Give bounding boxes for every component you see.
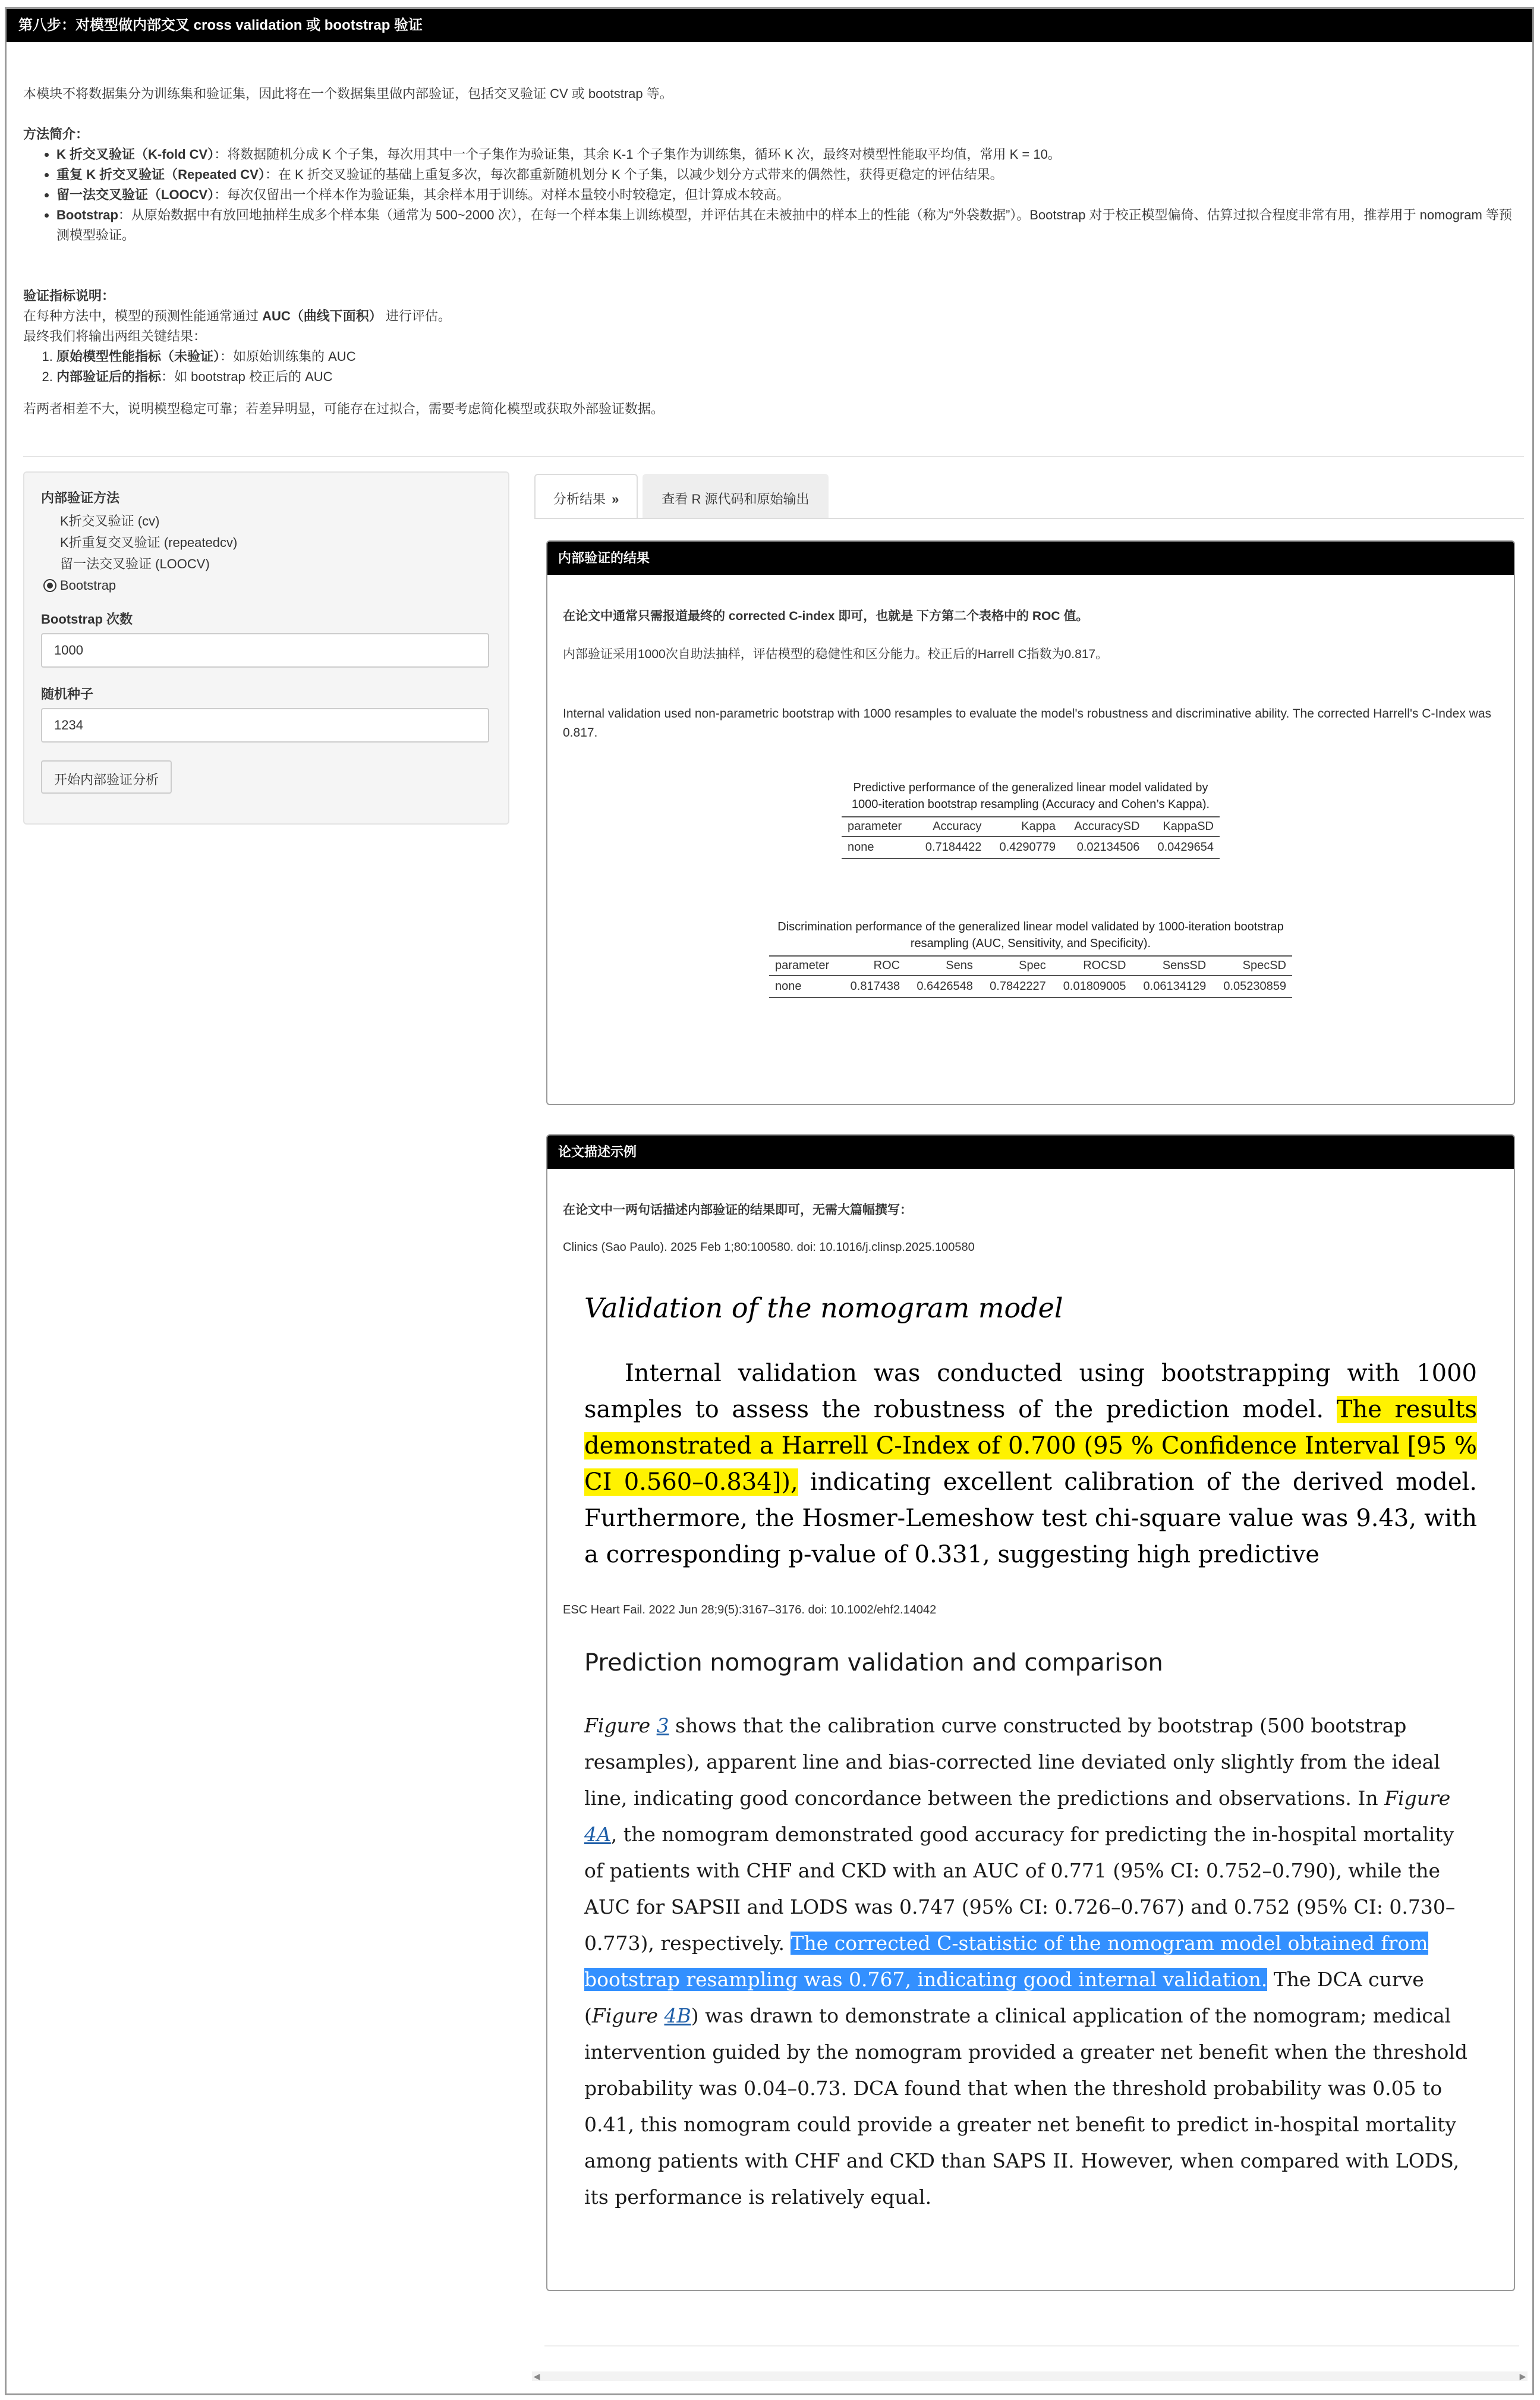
paper-reference-1: Clinics (Sao Paulo). 2025 Feb 1;80:100580. doi: 10.1016/j.clinsp.2025.100580 <box>563 1241 975 1254</box>
figure-ref: Figure <box>1384 1786 1451 1810</box>
results-panel-title: 内部验证的结果 <box>547 542 1514 575</box>
table-cell: 0.05230859 <box>1212 976 1292 998</box>
table-cell: 0.4290779 <box>987 836 1062 858</box>
article-2-paragraph <box>584 1707 1477 2215</box>
column-header: ROCSD <box>1052 956 1132 976</box>
column-header: SpecSD <box>1212 956 1292 976</box>
methods-list <box>23 144 1521 246</box>
page-title: 第八步：对模型做内部交叉 cross validation 或 bootstrap 验证 <box>7 9 1532 42</box>
tab-bar <box>534 474 833 519</box>
list-item <box>56 205 1521 246</box>
column-header: Kappa <box>987 817 1062 836</box>
table-cell: 0.817438 <box>840 976 906 998</box>
article-text: ) was drawn to demonstrate a clinical application of the nomogram; medical intervention guided by the nomogram provided a greater net benefit when the threshold probability was 0.04–0.73. DCA found that when the threshold probability was 0.05 to 0.41, this nomogram could provide a greater net benefit to predict in-hospital mortality among patients with CHF and CKD than SAPS II. However, when compared with LODS, its performance is relatively equal. <box>584 2004 1467 2209</box>
table-cell: 0.6426548 <box>906 976 979 998</box>
column-header: parameter <box>842 817 914 836</box>
radio-icon[interactable] <box>43 515 56 528</box>
radio-option-bootstrap[interactable] <box>41 575 492 596</box>
double-chevron-right-icon: » <box>612 492 619 507</box>
radio-selected-icon[interactable] <box>43 579 56 592</box>
section-divider <box>23 456 1524 457</box>
table-cell: 0.06134129 <box>1132 976 1212 998</box>
accuracy-table <box>842 779 1220 859</box>
article-excerpt-1 <box>563 1257 1498 1573</box>
radio-label: Bootstrap <box>60 578 116 593</box>
list-item <box>56 347 1521 367</box>
result-name: 内部验证后的指标 <box>56 369 162 384</box>
bootstrap-count-input[interactable]: 1000 <box>41 633 489 668</box>
tab-results[interactable] <box>534 474 638 519</box>
discrimination-table-caption: Discrimination performance of the generalized linear model validated by 1000-iteration bootstrap resampling (AUC, Sensitivity, and Specificity). <box>777 920 1284 950</box>
method-text: ：在 K 折交叉验证的基础上重复多次，每次都重新随机划分 K 个子集，以减少划分方式带来的偶然性，获得更稳定的评估结果。 <box>264 167 1003 182</box>
column-header: Accuracy <box>914 817 988 836</box>
paper-panel-title: 论文描述示例 <box>547 1135 1514 1169</box>
article-1-title: Validation of the nomogram model <box>584 1292 1063 1324</box>
radio-label: 留一法交叉验证 (LOOCV) <box>60 556 210 571</box>
methods-title: 方法简介： <box>23 127 89 141</box>
table-cell: 0.0429654 <box>1145 836 1220 858</box>
figure-link[interactable]: 4A <box>584 1823 611 1846</box>
scroll-right-icon[interactable]: ▶ <box>1519 2371 1526 2381</box>
metrics-line-2: 最终我们将输出两组关键结果： <box>23 329 207 344</box>
list-item <box>56 185 1521 205</box>
column-header: parameter <box>769 956 840 976</box>
column-header: AccuracySD <box>1062 817 1145 836</box>
metrics-title: 验证指标说明： <box>23 288 115 303</box>
radio-option-cv[interactable] <box>41 511 492 532</box>
radio-option-loocv[interactable] <box>41 553 492 575</box>
paper-reference-2: ESC Heart Fail. 2022 Jun 28;9(5):3167–3176. doi: 10.1002/ehf2.14042 <box>563 1603 937 1616</box>
table-row <box>769 976 1292 998</box>
article-1-paragraph <box>584 1355 1477 1573</box>
table-cell: 0.7842227 <box>979 976 1052 998</box>
panel-bottom-divider <box>544 2345 1519 2346</box>
scroll-left-icon[interactable]: ◀ <box>533 2371 540 2381</box>
result-text: ：如 bootstrap 校正后的 AUC <box>161 369 333 384</box>
tab-label: 查看 R 源代码和原始输出 <box>662 492 810 507</box>
method-name: Bootstrap <box>56 207 118 222</box>
tab-divider <box>534 518 1524 519</box>
tab-r-source[interactable] <box>643 474 828 519</box>
selected-text: The corrected C-statistic of the nomogram model obtained from bootstrap resampling was 0.767, indicating good internal validation. <box>584 1932 1428 1991</box>
radio-icon[interactable] <box>43 536 56 549</box>
table-header-row <box>769 956 1292 976</box>
table-cell: 0.7184422 <box>914 836 988 858</box>
result-name: 原始模型性能指标（未验证） <box>56 349 221 364</box>
article-2-title: Prediction nomogram validation and comparison <box>584 1649 1163 1676</box>
seed-input[interactable]: 1234 <box>41 708 489 743</box>
method-text: ：每次仅留出一个样本作为验证集，其余样本用于训练。对样本量较小时较稳定，但计算成本较高。 <box>214 187 790 202</box>
list-item <box>56 367 1521 387</box>
article-excerpt-2 <box>563 1619 1498 2215</box>
method-name: K 折交叉验证（K-fold CV） <box>56 147 215 162</box>
metrics-text: 进行评估。 <box>382 309 451 323</box>
method-name: 重复 K 折交叉验证（Repeated CV） <box>56 167 265 182</box>
radio-icon[interactable] <box>43 558 56 571</box>
method-text: ：从原始数据中有放回地抽样生成多个样本集（通常为 500~2000 次），在每一个样本集上训练模型，并评估其在未被抽中的样本上的性能（称为“外袋数据”）。Bootstrap 对于校正模型偏倚、估算过拟合程度非常有用，推荐用于 nomogram 等预测模型验证。 <box>56 207 1512 243</box>
method-text: ：将数据随机分成 K 个子集，每次用其中一个子集作为验证集，其余 K-1 个子集作为训练集，循环 K 次，最终对模型性能取平均值，常用 K = 10。 <box>214 147 1061 162</box>
intro-description: 本模块不将数据集分为训练集和验证集，因此将在一个数据集里做内部验证，包括交叉验证 CV 或 bootstrap 等。 <box>23 86 673 101</box>
metrics-text: 在每种方法中，模型的预测性能通常通过 <box>23 309 263 323</box>
radio-label: K折重复交叉验证 (repeatedcv) <box>60 535 238 550</box>
results-summary-cn: 内部验证采用1000次自助法抽样，评估模型的稳健性和区分能力。校正后的Harrell C指数为0.817。 <box>563 647 1108 661</box>
column-header: ROC <box>840 956 906 976</box>
article-text: , the nomogram demonstrated good accuracy for predicting the in-hospital mortality of patients with CHF and CKD with an AUC of 0.771 (95% CI: 0.752–0.790), while the AUC for SAPSII and LODS was 0.747 (95% CI: 0.726–0.767) and 0.752 (95% CI: 0.730–0.773), respectively. <box>584 1823 1456 1955</box>
horizontal-scrollbar[interactable] <box>532 2371 1528 2381</box>
radio-label: K折交叉验证 (cv) <box>60 514 160 529</box>
table-cell: none <box>769 976 840 998</box>
table-cell: 0.02134506 <box>1062 836 1145 858</box>
article-text: The DCA curve ( <box>584 1968 1424 2027</box>
column-header: Spec <box>979 956 1052 976</box>
metrics-auc: AUC（曲线下面积） <box>262 309 382 323</box>
article-text: Internal validation was conducted using bootstrapping with 1000 samples to assess the robustness of the prediction model. <box>584 1360 1477 1423</box>
intro-section <box>23 84 1521 419</box>
highlighted-text: The results demonstrated a Harrell C-Index of 0.700 (95 % Confidence Interval [95 % CI 0.560–0.834]), <box>584 1396 1477 1496</box>
results-note: 在论文中通常只需报道最终的 corrected C-index 即可，也就是 下方第二个表格中的 ROC 值。 <box>563 609 1089 623</box>
paper-note: 在论文中一两句话描述内部验证的结果即可，无需大篇幅撰写： <box>563 1203 912 1217</box>
method-label: 内部验证方法 <box>41 490 120 505</box>
paper-panel <box>546 1134 1515 2291</box>
metrics-line-1 <box>23 306 1521 326</box>
results-panel <box>546 540 1515 1105</box>
discrimination-table <box>769 919 1292 998</box>
result-text: ：如原始训练集的 AUC <box>220 349 356 364</box>
tab-label: 分析结果 <box>553 492 606 507</box>
intro-conclusion: 若两者相差不大，说明模型稳定可靠；若差异明显，可能存在过拟合，需要考虑简化模型或获取外部验证数据。 <box>23 401 665 416</box>
figure-link[interactable]: 3 <box>656 1714 669 1737</box>
list-item <box>56 165 1521 185</box>
column-header: Sens <box>906 956 979 976</box>
seed-label: 随机种子 <box>41 687 94 702</box>
table-header-row <box>842 817 1220 836</box>
results-list <box>23 347 1521 387</box>
accuracy-table-caption: Predictive performance of the generalized linear model validated by 1000-iteration bootstrap resampling (Accuracy and Cohen’s Kappa). <box>851 781 1210 811</box>
app-frame <box>5 7 1534 2395</box>
results-summary-en: Internal validation used non-parametric bootstrap with 1000 resamples to evaluate the model's robustness and discriminative ability. The corrected Harrell's C-Index was 0.817. <box>563 707 1492 740</box>
method-name: 留一法交叉验证（LOOCV） <box>56 187 215 202</box>
article-text: shows that the calibration curve constructed by bootstrap (500 bootstrap resamples), apparent line and bias-corrected line deviated only slightly from the ideal line, indicating good concordance between the predictions and observations. In <box>584 1714 1440 1810</box>
radio-option-repeatedcv[interactable] <box>41 532 492 553</box>
table-row <box>842 836 1220 858</box>
article-text: indicating excellent calibration of the derived model. Furthermore, the Hosmer-Lemeshow test chi-square value was 9.43, with a corresponding p-value of 0.331, suggesting high predictive <box>584 1468 1478 1568</box>
figure-ref: Figure <box>584 1714 651 1737</box>
sidebar-panel <box>23 471 509 825</box>
column-header: SensSD <box>1132 956 1212 976</box>
run-validation-button[interactable]: 开始内部验证分析 <box>41 760 172 794</box>
table-cell: none <box>842 836 914 858</box>
figure-ref: Figure <box>591 2004 659 2027</box>
list-item <box>56 144 1521 165</box>
bootstrap-count-label: Bootstrap 次数 <box>41 612 133 627</box>
figure-link[interactable]: 4B <box>664 2004 691 2027</box>
table-cell: 0.01809005 <box>1052 976 1132 998</box>
column-header: KappaSD <box>1145 817 1220 836</box>
